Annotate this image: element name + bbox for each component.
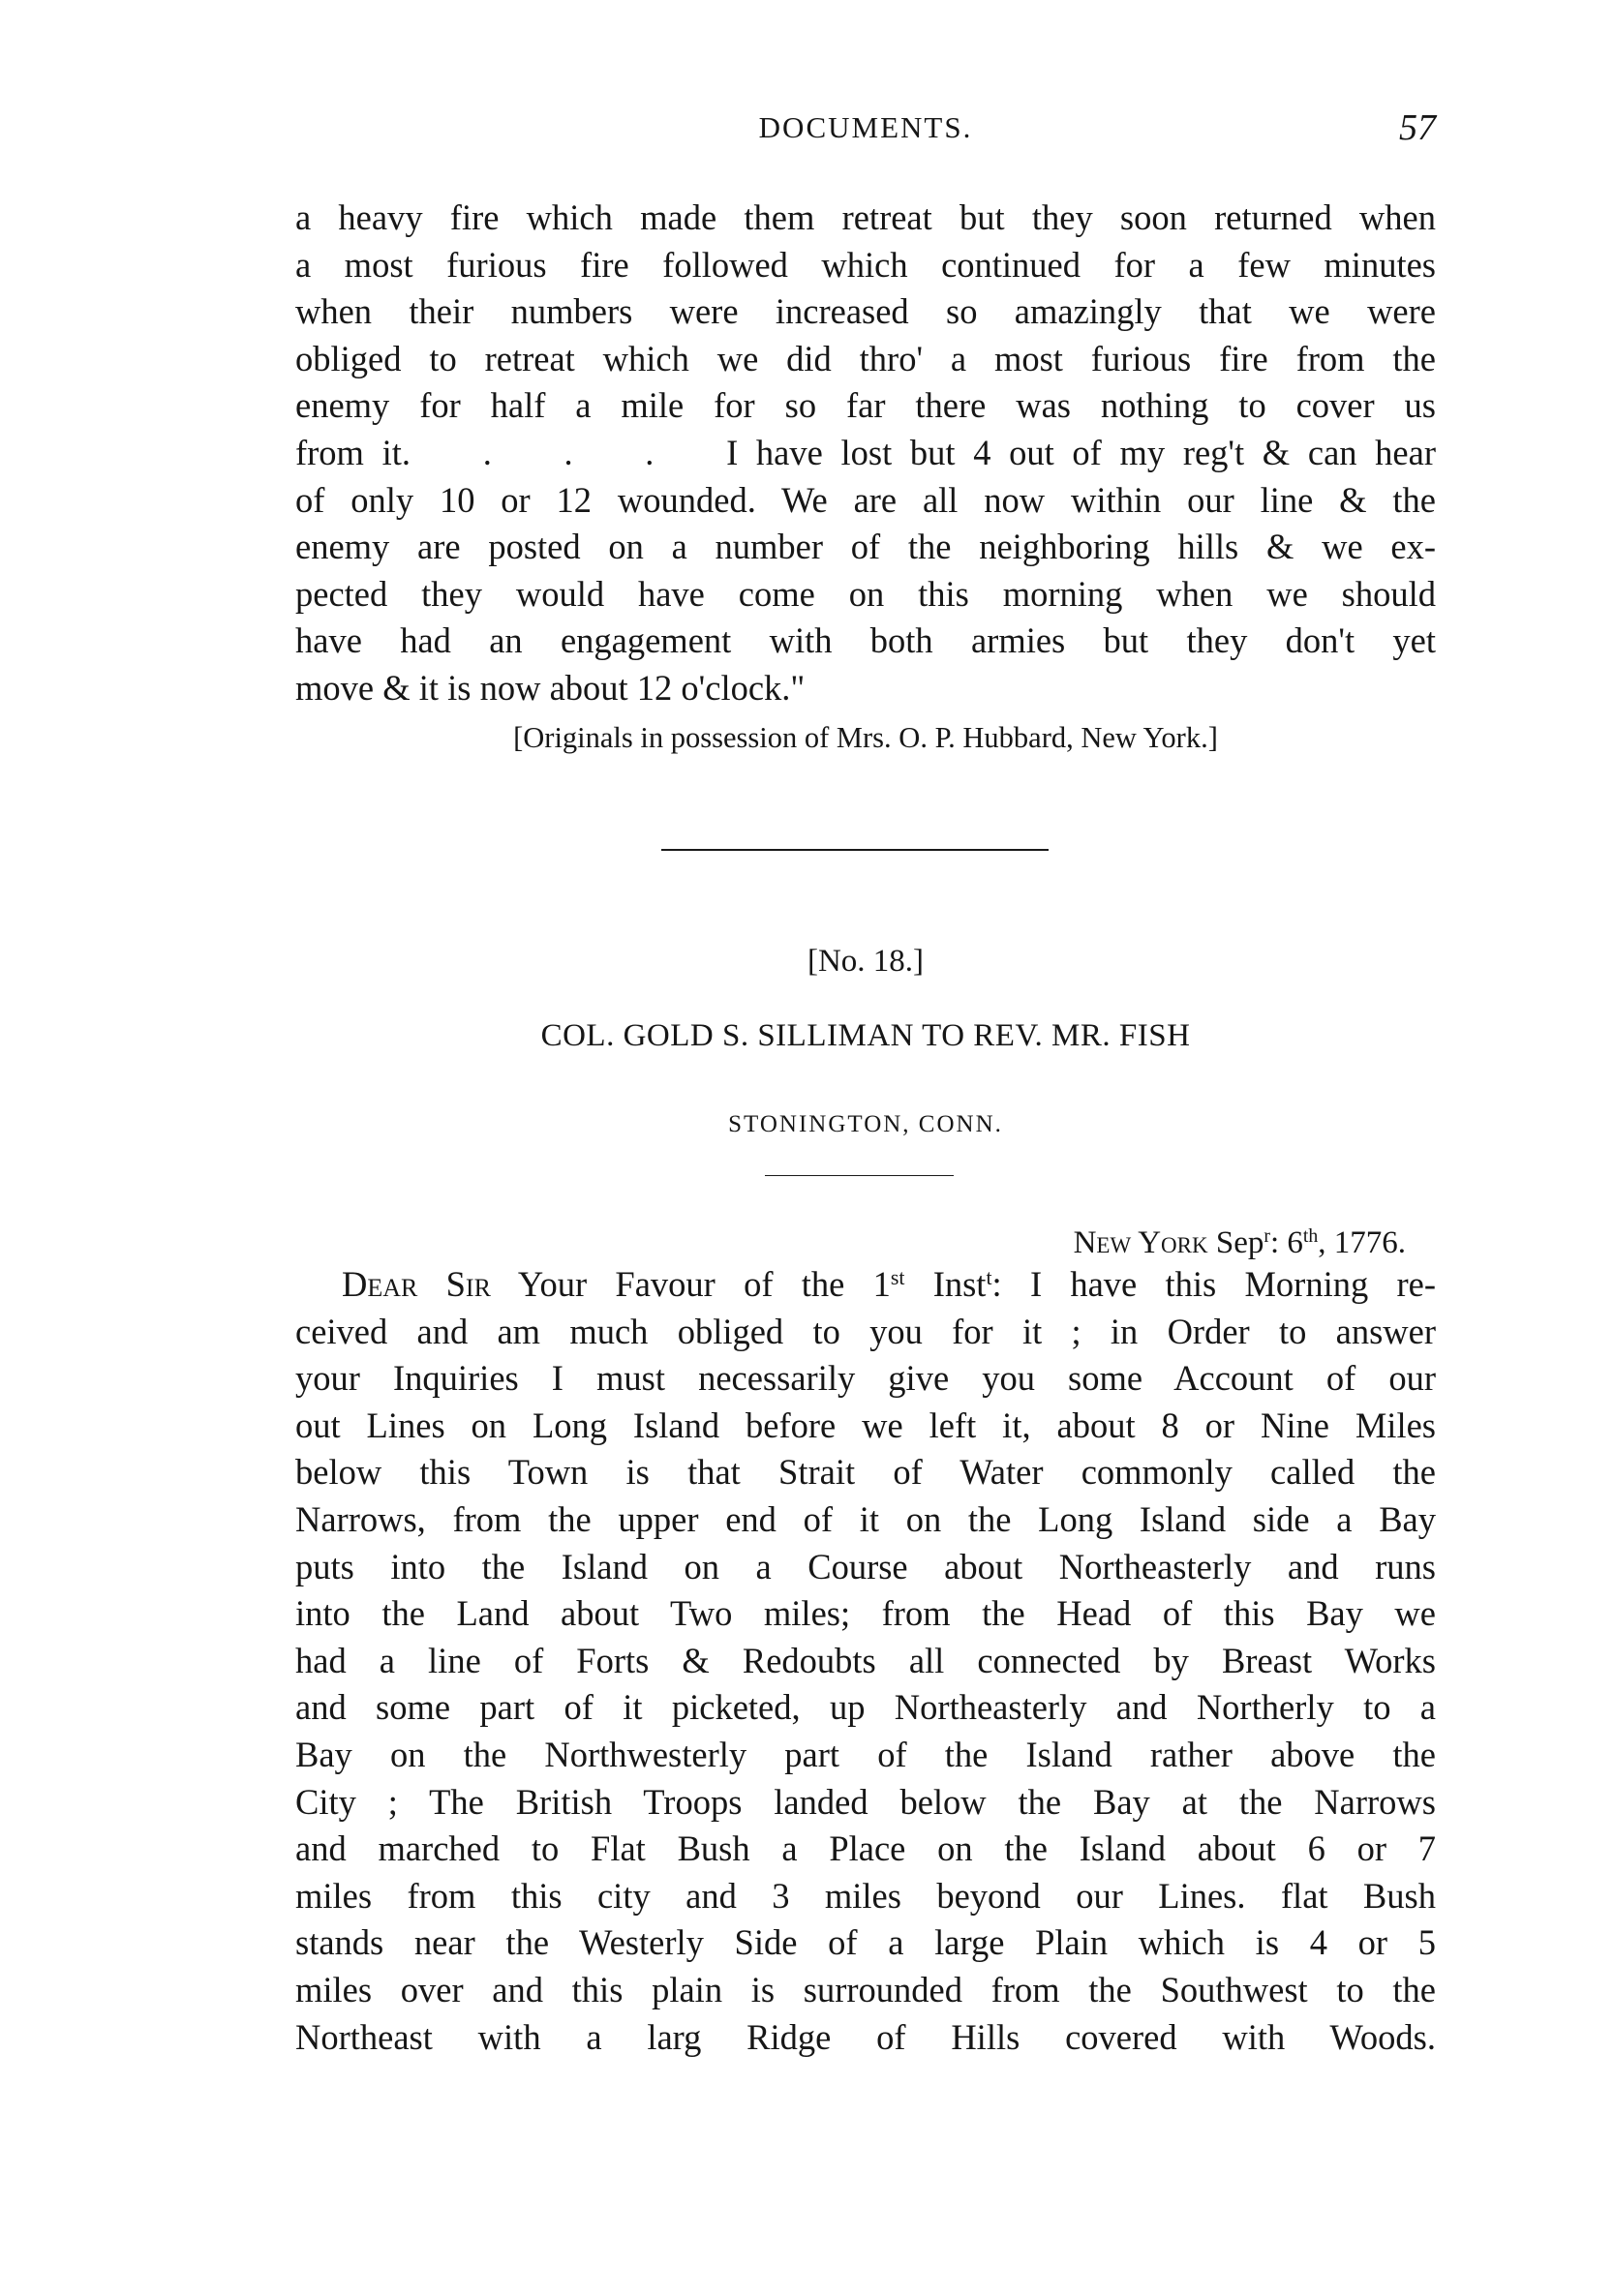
first-line-mid: Inst	[904, 1264, 987, 1304]
page-header	[295, 107, 1436, 159]
text-line: enemy are posted on a number of the neighboring hills & we ex-	[295, 527, 1436, 567]
text-line: when their numbers were increased so amazingly that we were	[295, 291, 1436, 332]
text-line: puts into the Island on a Course about Northeasterly and runs	[295, 1546, 1436, 1586]
text-line: ceived and am much obliged to you for it ; in Order to answer	[295, 1311, 1436, 1351]
dateline	[1074, 1225, 1406, 1261]
text-line: and some part of it picketed, up Northeasterly and Northerly to a	[295, 1687, 1436, 1728]
text-line-first	[295, 1261, 1436, 1309]
text-line: move & it is now about 12 o'clock."	[295, 667, 806, 708]
letter-body	[295, 1261, 1436, 2061]
text-line: and marched to Flat Bush a Place on the Island about 6 or 7	[295, 1828, 1436, 1869]
text-line: enemy for half a mile for so far there was nothing to cover us	[295, 385, 1436, 426]
text-line: obliged to retreat which we did thro' a most furious fire from the	[295, 338, 1436, 378]
text-line: stands near the Westerly Side of a large Plain which is 4 or 5	[295, 1922, 1436, 1963]
text-line: from it. . . . I have lost but 4 out of my reg't & can hear	[295, 432, 1436, 472]
dateline-punct: :	[1269, 1225, 1288, 1260]
text-line: had a line of Forts & Redoubts all connected by Breast Works	[295, 1640, 1436, 1680]
dateline-day: 6	[1287, 1225, 1303, 1260]
text-line: have had an engagement with both armies but they don't yet	[295, 620, 1436, 661]
dateline-year: , 1776.	[1318, 1225, 1406, 1260]
dateline-place: New York	[1073, 1225, 1208, 1260]
dateline-month: Sep	[1215, 1225, 1264, 1260]
text-line: City ; The British Troops landed below the Bay at the Narrows	[295, 1781, 1436, 1822]
text-line: out Lines on Long Island before we left it, about 8 or Nine Miles	[295, 1405, 1436, 1445]
dateline-day-superscript: th	[1302, 1225, 1319, 1248]
text-line: of only 10 or 12 wounded. We are all now within our line & the	[295, 479, 1436, 520]
text-line: miles from this city and 3 miles beyond our Lines. flat Bush	[295, 1875, 1436, 1916]
text-line: Northeast with a larg Ridge of Hills covered with Woods.	[295, 2016, 1436, 2057]
first-line-superscript-st: st	[890, 1264, 905, 1289]
text-line: below this Town is that Strait of Water commonly called the	[295, 1452, 1436, 1493]
salutation: Dear Sir	[342, 1264, 491, 1304]
text-line: into the Land about Two miles; from the Head of this Bay we	[295, 1593, 1436, 1634]
text-line: a heavy fire which made them retreat but they soon returned when	[295, 197, 1436, 237]
text-line: miles over and this plain is surrounded from the Southwest to the	[295, 1969, 1436, 2009]
first-line-superscript-t: t	[986, 1264, 992, 1289]
text-line: pected they would have come on this morning when we should	[295, 573, 1436, 614]
document-place: STONINGTON, CONN.	[728, 1111, 1003, 1137]
page-number: 57	[1399, 107, 1436, 148]
text-line: a most furious fire followed which continued for a few minutes	[295, 244, 1436, 285]
text-line: Bay on the Northwesterly part of the Island rather above the	[295, 1734, 1436, 1774]
section-divider	[661, 849, 1049, 851]
running-head: DOCUMENTS.	[758, 110, 973, 144]
first-line-pre: Your Favour of the 1	[490, 1264, 891, 1304]
text-line: your Inquiries I must necessarily give you some Account of our	[295, 1358, 1436, 1399]
text-line: Narrows, from the upper end of it on the Long Island side a Bay	[295, 1498, 1436, 1539]
dateline-month-superscript: r	[1264, 1225, 1270, 1248]
first-line-post: : I have this Morning re-	[991, 1264, 1436, 1304]
heading-divider	[765, 1175, 954, 1176]
document-number: [No. 18.]	[807, 944, 925, 979]
document-title: COL. GOLD S. SILLIMAN TO REV. MR. FISH	[540, 1018, 1191, 1053]
source-citation: [Originals in possession of Mrs. O. P. Hubbard, New York.]	[513, 721, 1218, 754]
continuation-paragraph	[295, 195, 1436, 712]
